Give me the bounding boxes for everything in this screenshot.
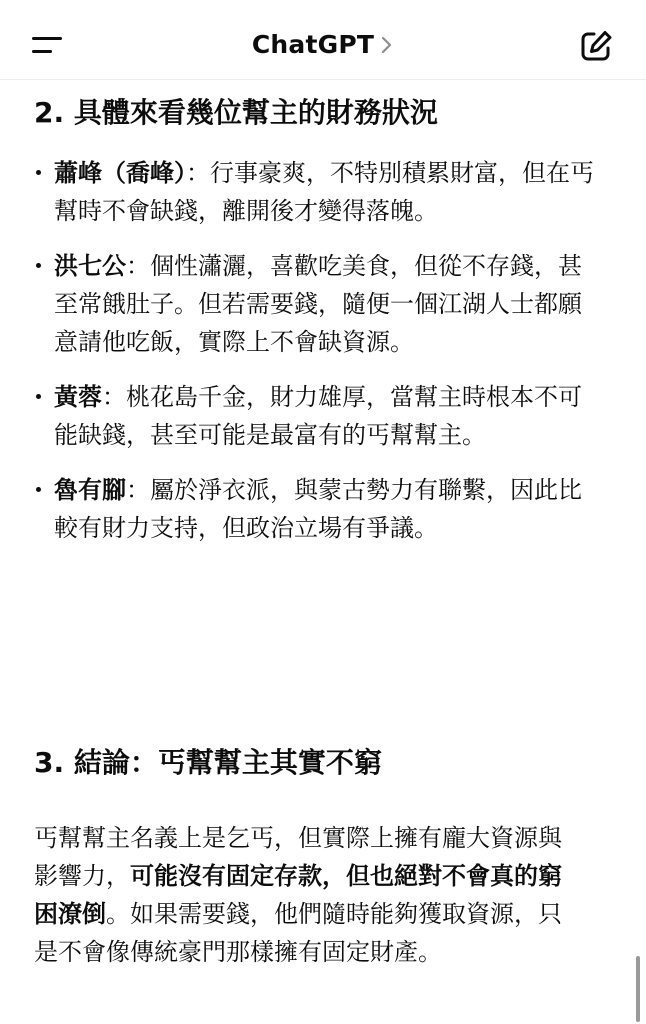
app-title: ChatGPT [251,29,375,59]
top-bar [0,0,646,80]
list-item [34,154,594,230]
new-chat-button[interactable] [574,24,618,68]
leader-description: ：行事豪爽，不特別積累財富，但在丐幫時不會缺錢，離開後才變得落魄。 [54,159,594,225]
model-selector[interactable] [0,24,646,64]
leader-list [34,154,594,547]
section-heading-conclusion: 3. 結論：丐幫幫主其實不窮 [34,746,382,779]
list-item [34,378,594,454]
bullet-dot [36,263,41,268]
leader-description: ：個性瀟灑，喜歡吃美食，但從不存錢，甚至常餓肚子。但若需要錢，隨便一個江湖人士都願意請他吃飯，實際上不會缺資源。 [54,252,582,356]
leader-name: 魯有腳 [54,476,126,504]
conclusion-text-end: 。如果需要錢，他們隨時能夠獲取資源，只是不會像傳統豪門那樣擁有固定財產。 [34,900,562,966]
bullet-dot [36,170,41,175]
leader-name: 蕭峰（喬峰） [54,159,186,187]
list-item [34,471,594,547]
list-item [34,247,594,361]
leader-description: ：桃花島千金，財力雄厚，當幫主時根本不可能缺錢，甚至可能是最富有的丐幫幫主。 [54,383,582,449]
bullet-dot [36,394,41,399]
conclusion-paragraph [34,819,564,971]
chevron-right-icon [380,35,394,55]
conclusion-emphasis: 可能沒有固定存款，但也絕對不會真的窮困潦倒 [34,862,562,928]
leader-description: ：屬於淨衣派，與蒙古勢力有聯繫，因此比較有財力支持，但政治立場有爭議。 [54,476,582,542]
scrollbar-thumb[interactable] [636,956,640,1022]
leader-name: 黃蓉 [54,383,102,411]
conclusion-text-start: 丐幫幫主名義上是乞丐，但實際上擁有龐大資源與影響力， [34,824,562,890]
new-chat-pencil-icon [574,24,618,68]
bullet-dot [36,487,41,492]
leader-name: 洪七公 [54,252,126,280]
section-heading-financial-status: 2. 具體來看幾位幫主的財務狀況 [34,96,438,129]
